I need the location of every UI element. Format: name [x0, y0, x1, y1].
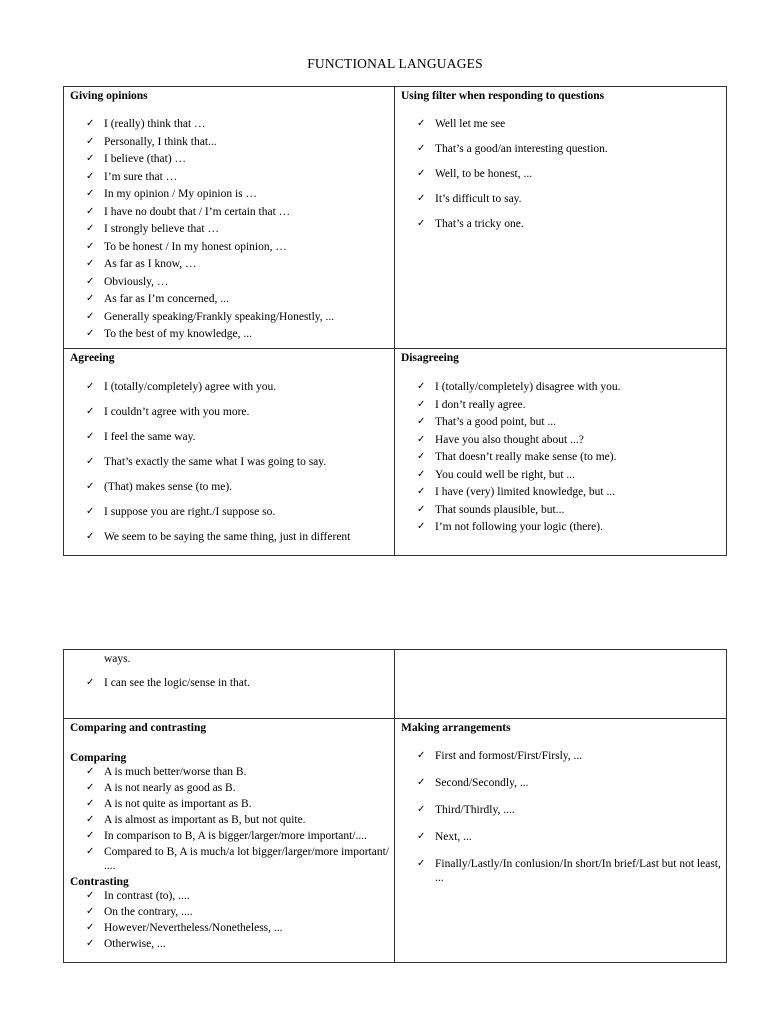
- list-item: ✓ First and formost/First/Firsly, ...: [417, 749, 726, 763]
- using-filter-list: [395, 117, 726, 231]
- contrasting-list: [64, 889, 394, 951]
- list-item: ✓ Personally, I think that...: [86, 135, 394, 149]
- list-item: ✓ You could well be right, but ...: [417, 468, 726, 482]
- list-item: ✓ Well, to be honest, ...: [417, 167, 726, 181]
- table-row: [64, 87, 727, 349]
- list-item: ✓ However/Nevertheless/Nonetheless, ...: [86, 921, 394, 935]
- agreeing-continued-cell: [64, 650, 395, 719]
- list-item: ✓ As far as I know, …: [86, 257, 394, 271]
- list-item: ✓ I (really) think that …: [86, 117, 394, 131]
- empty-cell: [395, 650, 727, 719]
- list-item: ✓ A is not nearly as good as B.: [86, 781, 394, 795]
- list-item: ✓ I’m not following your logic (there).: [417, 520, 726, 534]
- comparing-list: [64, 765, 394, 873]
- list-item: ✓ I can see the logic/sense in that.: [86, 676, 394, 690]
- list-item: ✓ Second/Secondly, ...: [417, 776, 726, 790]
- list-item: ✓ On the contrary, ....: [86, 905, 394, 919]
- list-item: ✓ A is not quite as important as B.: [86, 797, 394, 811]
- comparing-contrasting-cell: [64, 719, 395, 963]
- list-item: ✓ I (totally/completely) agree with you.: [86, 380, 394, 394]
- list-item: ✓ I have (very) limited knowledge, but ...: [417, 485, 726, 499]
- disagreeing-heading: Disagreeing: [401, 352, 459, 364]
- agreeing-continuation-text: ways.: [104, 653, 131, 665]
- agreeing-cell: [64, 349, 395, 556]
- list-item: ✓ Third/Thirdly, ....: [417, 803, 726, 817]
- list-item: ✓ Compared to B, A is much/a lot bigger/larger/more important/ ....: [86, 845, 394, 873]
- list-item: ✓ I believe (that) …: [86, 152, 394, 166]
- list-item: ✓ I (totally/completely) disagree with you.: [417, 380, 726, 394]
- list-item: ✓ In contrast (to), ....: [86, 889, 394, 903]
- giving-opinions-heading: Giving opinions: [70, 90, 148, 102]
- list-item: ✓ Finally/Lastly/In conlusion/In short/In brief/Last but not least, ...: [417, 857, 726, 885]
- list-item: ✓ That’s a good/an interesting question.: [417, 142, 726, 156]
- making-arrangements-list: [395, 749, 726, 885]
- giving-opinions-list: [64, 117, 394, 341]
- list-item: ✓ A is much better/worse than B.: [86, 765, 394, 779]
- list-item: ✓ In my opinion / My opinion is …: [86, 187, 394, 201]
- list-item: ✓ A is almost as important as B, but not quite.: [86, 813, 394, 827]
- using-filter-cell: [395, 87, 727, 349]
- list-item: ✓ As far as I’m concerned, ...: [86, 292, 394, 306]
- list-item: ✓ That sounds plausible, but...: [417, 503, 726, 517]
- list-item: ✓ We seem to be saying the same thing, just in different: [86, 530, 394, 544]
- contrasting-subheading: Contrasting: [70, 876, 129, 888]
- list-item: ✓ (That) makes sense (to me).: [86, 480, 394, 494]
- disagreeing-cell: [395, 349, 727, 556]
- list-item: ✓ Well let me see: [417, 117, 726, 131]
- list-item: ✓ It’s difficult to say.: [417, 192, 726, 206]
- comparing-contrasting-heading: Comparing and contrasting: [70, 722, 207, 734]
- list-item: ✓ In comparison to B, A is bigger/larger/more important/....: [86, 829, 394, 843]
- list-item: ✓ That doesn’t really make sense (to me).: [417, 450, 726, 464]
- list-item: ✓ That’s a good point, but ...: [417, 415, 726, 429]
- list-item: ✓ Obviously, …: [86, 275, 394, 289]
- list-item: ✓ I couldn’t agree with you more.: [86, 405, 394, 419]
- list-item: ✓ I’m sure that …: [86, 170, 394, 184]
- functional-languages-table-page-1: [63, 86, 727, 556]
- disagreeing-list: [395, 380, 726, 534]
- list-item: ✓ Have you also thought about ...?: [417, 433, 726, 447]
- making-arrangements-heading: Making arrangements: [401, 722, 511, 734]
- list-item: ✓ That’s a tricky one.: [417, 217, 726, 231]
- list-item: ✓ Generally speaking/Frankly speaking/Honestly, ...: [86, 310, 394, 324]
- functional-languages-table-page-2: [63, 649, 727, 963]
- table-row: [64, 349, 727, 556]
- list-item: ✓ I suppose you are right./I suppose so.: [86, 505, 394, 519]
- comparing-subheading: Comparing: [70, 752, 127, 764]
- list-item: ✓ I feel the same way.: [86, 430, 394, 444]
- list-item: ✓ I don’t really agree.: [417, 398, 726, 412]
- table-row: [64, 719, 727, 963]
- list-item: ✓ Next, ...: [417, 830, 726, 844]
- agreeing-continued-list: [64, 676, 394, 690]
- table-row: [64, 650, 727, 719]
- agreeing-heading: Agreeing: [70, 352, 115, 364]
- list-item: ✓ I strongly believe that …: [86, 222, 394, 236]
- agreeing-list: [64, 380, 394, 544]
- list-item: ✓ I have no doubt that / I’m certain that …: [86, 205, 394, 219]
- list-item: ✓ To be honest / In my honest opinion, …: [86, 240, 394, 254]
- list-item: ✓ That’s exactly the same what I was going to say.: [86, 455, 394, 469]
- list-item: ✓ Otherwise, ...: [86, 937, 394, 951]
- using-filter-heading: Using filter when responding to questions: [401, 90, 605, 102]
- list-item: ✓ To the best of my knowledge, ...: [86, 327, 394, 341]
- giving-opinions-cell: [64, 87, 395, 349]
- making-arrangements-cell: [395, 719, 727, 963]
- page-title: FUNCTIONAL LANGUAGES: [307, 56, 483, 71]
